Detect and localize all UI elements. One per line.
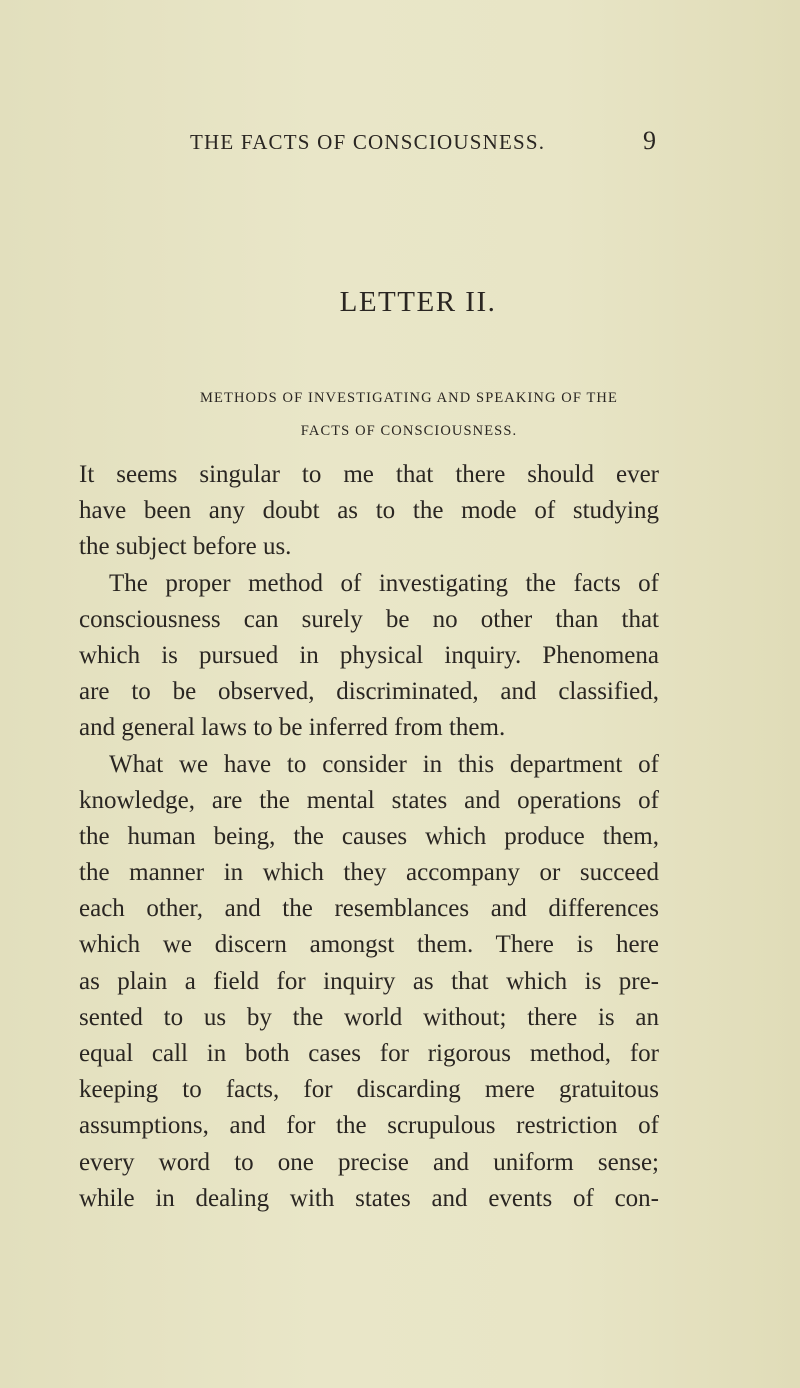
text-line: while in dealing with states and events of con- [79, 1184, 659, 1212]
body-text [79, 457, 659, 1217]
text-line: equal call in both cases for rigorous method, for [79, 1040, 659, 1067]
text-line: which is pursued in physical inquiry. Phenomena [79, 641, 659, 669]
text-line: consciousness can surely be no other than that [79, 605, 659, 633]
running-head [0, 126, 800, 160]
text-line: as plain a field for inquiry as that which is pre- [79, 967, 659, 995]
letter-heading [0, 286, 800, 319]
text-line: the human being, the causes which produce them, [79, 822, 659, 850]
text-line: and general laws to be inferred from them. [79, 714, 506, 742]
text-line: keeping to facts, for discarding mere gratuitous [79, 1076, 659, 1104]
text-line: have been any doubt as to the mode of studying [79, 497, 659, 525]
text-line: each other, and the resemblances and differences [79, 895, 659, 923]
text-line: the subject before us. [79, 533, 292, 561]
subtitle-line: FACTS OF CONSCIOUSNESS. [300, 423, 518, 439]
letter-title: LETTER II. [339, 286, 497, 318]
text-line: every word to one precise and uniform sense; [79, 1148, 659, 1176]
text-line: What we have to consider in this department of [109, 750, 659, 778]
letter-subtitle [79, 382, 739, 448]
text-line: It seems singular to me that there should ever [79, 461, 659, 488]
text-line: which we discern amongst them. There is here [79, 931, 659, 959]
text-line: sented to us by the world without; there is an [79, 1003, 659, 1031]
text-line: assumptions, and for the scrupulous restriction of [79, 1112, 659, 1140]
text-line: are to be observed, discriminated, and classified, [79, 678, 659, 706]
text-line: The proper method of investigating the facts of [109, 569, 659, 597]
subtitle-line: METHODS OF INVESTIGATING AND SPEAKING OF THE [200, 390, 618, 406]
running-title: THE FACTS OF CONSCIOUSNESS. [190, 130, 546, 154]
text-line: the manner in which they accompany or succeed [79, 859, 659, 887]
text-line: knowledge, are the mental states and operations of [79, 786, 659, 814]
page-number: 9 [643, 126, 656, 155]
